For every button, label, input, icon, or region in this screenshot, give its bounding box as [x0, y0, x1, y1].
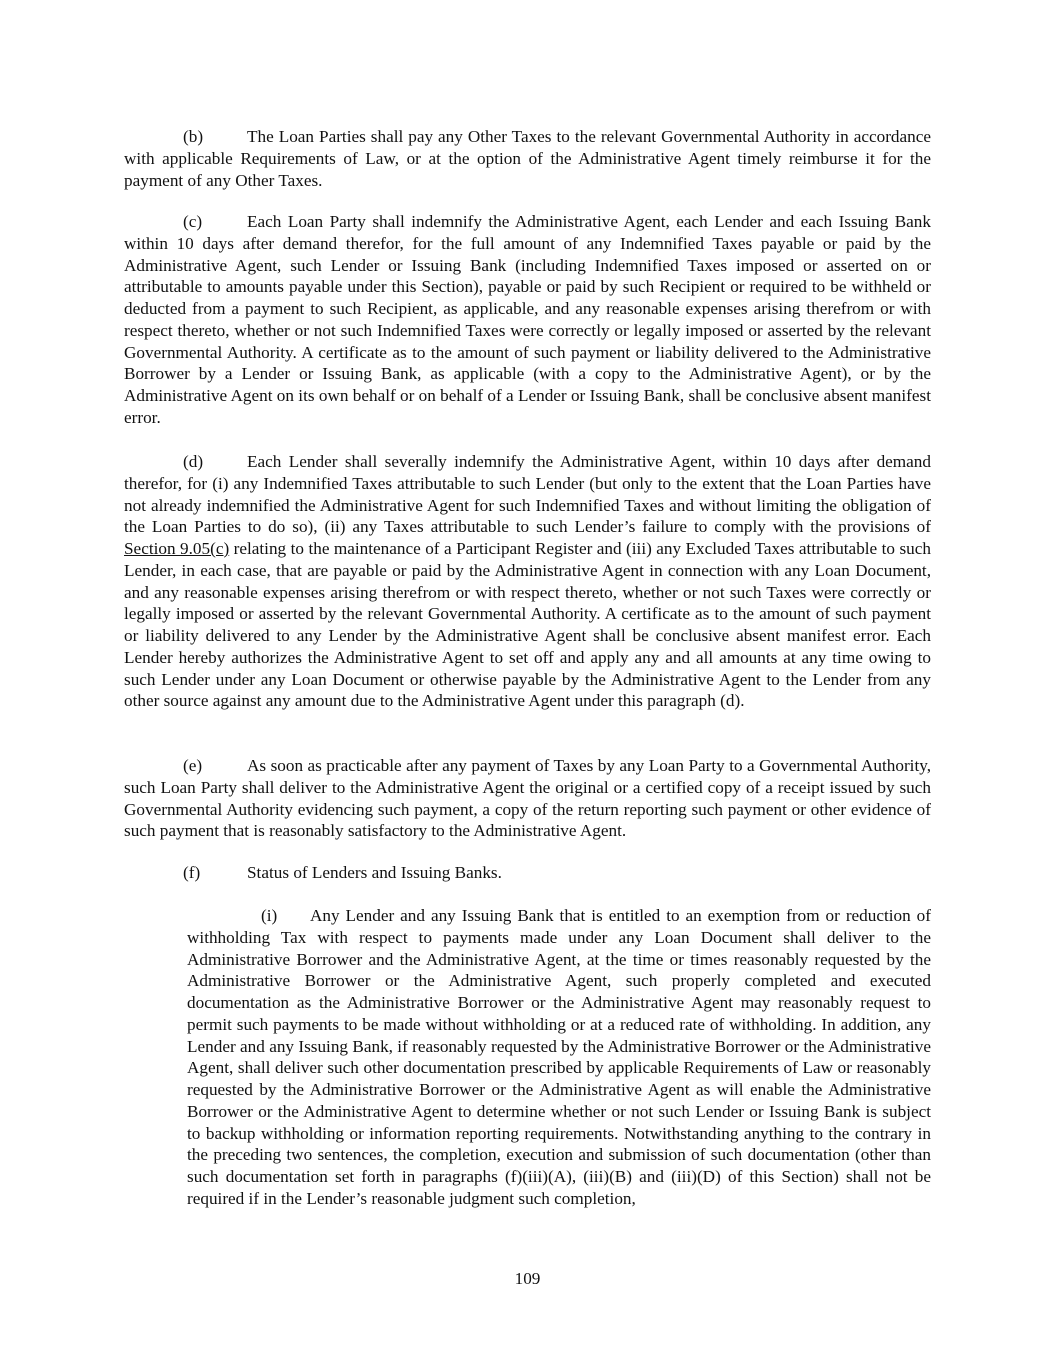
section-reference-link[interactable]: Section 9.05(c) [124, 539, 230, 558]
paragraph-f-i [187, 905, 931, 1210]
paragraph-label: (e) [183, 756, 203, 775]
paragraph-text: Each Loan Party shall indemnify the Administrative Agent, each Lender and each Issuing Bank within 10 days after demand therefor, for the full amount of any Indemnified Taxes payable or paid by the Administrative Agent, such Lender or Issuing Bank (including Indemnified Taxes imposed or asserted on or attributable to amounts payable under this Section), payable or paid by such Recipient or required to be withheld or deducted from a payment to such Recipient, as applicable, and any reasonable expenses arising therefrom or with respect thereto, whether or not such Indemnified Taxes were correctly or legally imposed or asserted by the relevant Governmental Authority. A certificate as to the amount of such payment or liability delivered to the Administrative Borrower by a Lender or Issuing Bank, as applicable (with a copy to the Administrative Agent), or by the Administrative Agent on its own behalf or on behalf of a Lender or Issuing Bank, shall be conclusive absent manifest error. [124, 212, 931, 427]
paragraph-label: (c) [183, 212, 203, 231]
paragraph-text-continued: relating to the maintenance of a Participant Register and (iii) any Excluded Taxes attributable to such Lender, in each case, that are payable or paid by the Administrative Agent in connection with any Loan Document, and any reasonable expenses arising therefrom or with respect thereto, whether or not such Taxes were correctly or legally imposed or asserted by the relevant Governmental Authority. A certificate as to the amount of such payment or liability delivered to any Lender by the Administrative Agent shall be conclusive absent manifest error. Each Lender hereby authorizes the Administrative Agent to set off and apply any and all amounts at any time owing to such Lender under any Loan Document or otherwise payable by the Administrative Agent to the Lender from any other source against any amount due to the Administrative Agent under this paragraph (d). [124, 539, 931, 711]
paragraph-c [124, 211, 931, 429]
paragraph-text: Each Lender shall severally indemnify the Administrative Agent, within 10 days after demand therefor, for (i) any Indemnified Taxes attributable to such Lender (but only to the extent that the Loan Parties have not already indemnified the Administrative Agent for such Indemnified Taxes and without limiting the obligation of the Loan Parties to do so), (ii) any Taxes attributable to such Lender’s failure to comply with the provisions of [124, 452, 931, 537]
paragraph-e [124, 755, 931, 842]
paragraph-text: As soon as practicable after any payment of Taxes by any Loan Party to a Governmental Authority, such Loan Party shall deliver to the Administrative Agent the original or a certified copy of a receipt issued by such Governmental Authority evidencing such payment, a copy of the return reporting such payment or other evidence of such payment that is reasonably satisfactory to the Administrative Agent. [124, 756, 931, 841]
paragraph-d [124, 451, 931, 712]
page-number: 109 [514, 1269, 541, 1288]
paragraph-label: (f) [183, 863, 201, 882]
paragraph-b [124, 126, 931, 191]
paragraph-text: The Loan Parties shall pay any Other Taxes to the relevant Governmental Authority in accordance with applicable Requirements of Law, or at the option of the Administrative Agent timely reimburse it for the payment of any Other Taxes. [124, 127, 931, 190]
paragraph-heading: Status of Lenders and Issuing Banks. [247, 863, 502, 882]
paragraph-f [124, 862, 931, 884]
paragraph-label: (d) [183, 452, 204, 471]
paragraph-label: (i) [261, 906, 278, 925]
paragraph-label: (b) [183, 127, 204, 146]
paragraph-text: Any Lender and any Issuing Bank that is entitled to an exemption from or reduction of withholding Tax with respect to payments made under any Loan Document shall deliver to the Administrative Borrower and the Administrative Agent, at the time or times reasonably requested by the Administrative Borrower or the Administrative Agent, such properly completed and executed documentation as the Administrative Borrower or the Administrative Agent may reasonably request to permit such payments to be made without withholding or at a reduced rate of withholding. In addition, any Lender and any Issuing Bank, if reasonably requested by the Administrative Borrower or the Administrative Agent, shall deliver such other documentation prescribed by applicable Requirements of Law or reasonably requested by the Administrative Borrower or the Administrative Agent as will enable the Administrative Borrower or the Administrative Agent to determine whether or not such Lender or Issuing Bank is subject to backup withholding or information reporting requirements. Notwithstanding anything to the contrary in the preceding two sentences, the completion, execution and submission of such documentation (other than such documentation set forth in paragraphs (f)(iii)(A), (iii)(B) and (iii)(D) of this Section) shall not be required if in the Lender’s reasonable judgment such completion, [187, 906, 931, 1208]
